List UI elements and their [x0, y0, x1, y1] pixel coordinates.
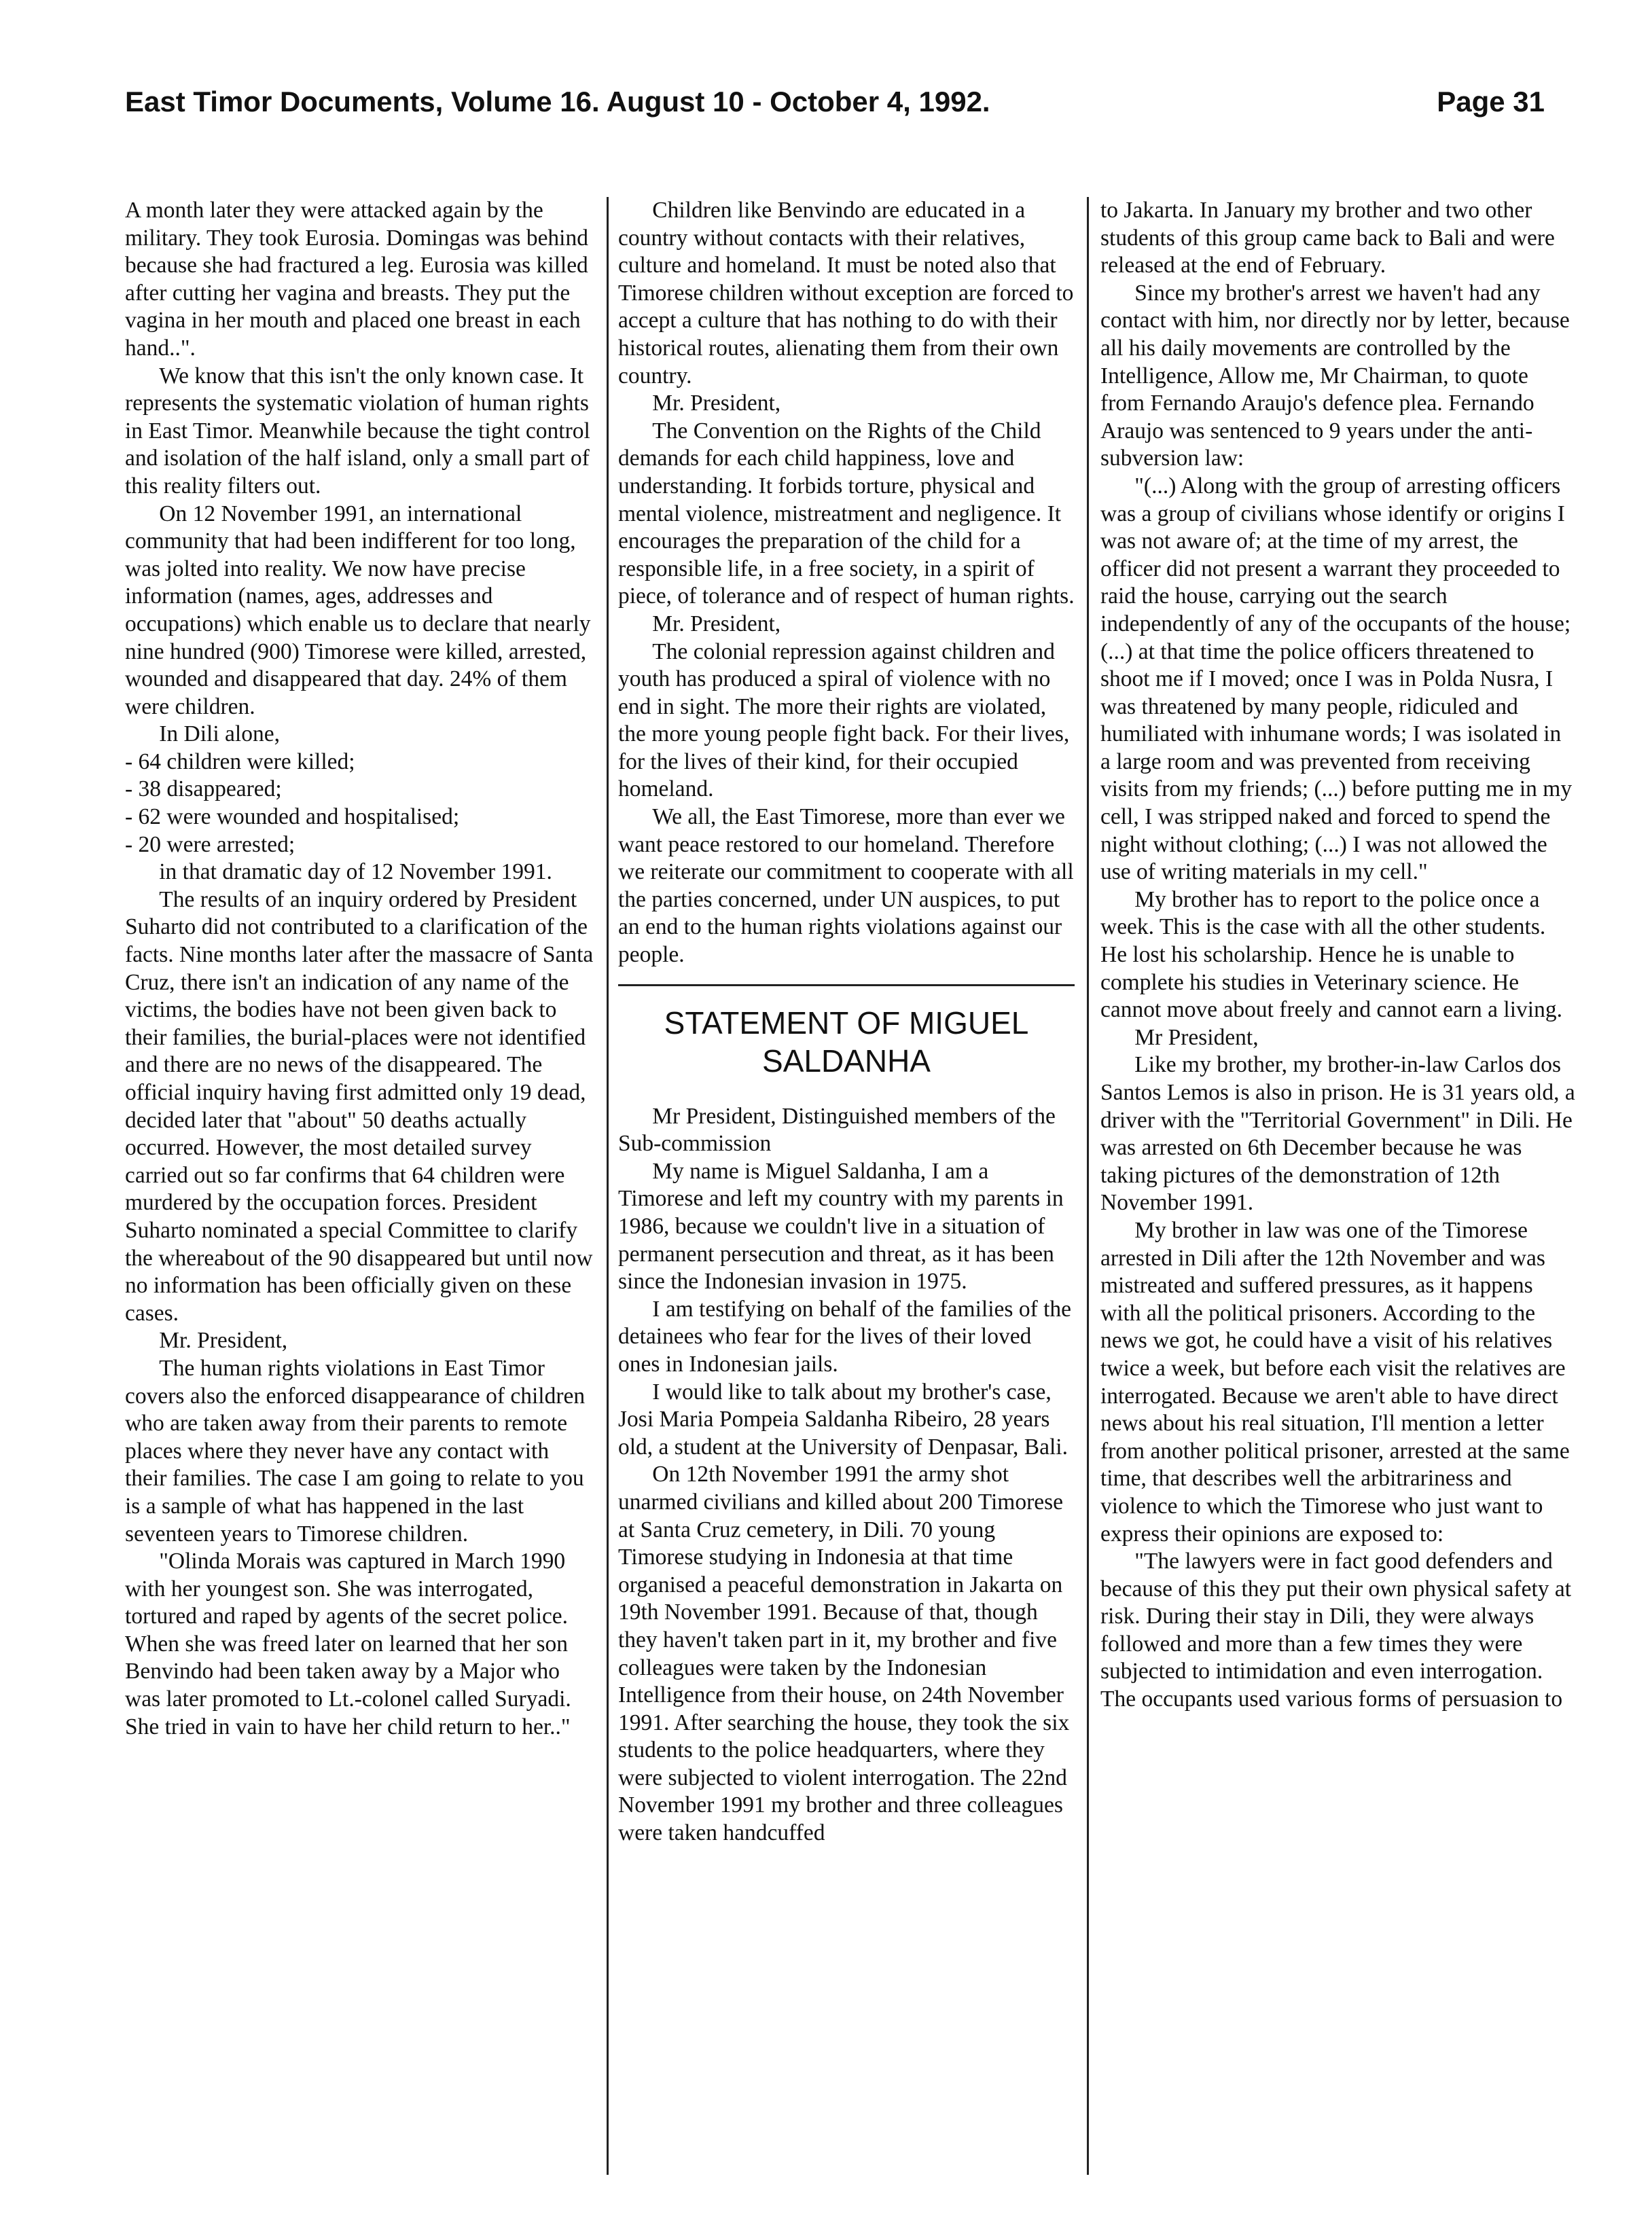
paragraph: "The lawyers were in fact good defenders and because of this they put their own physical safety at risk. During their stay in Dili, they were always followed and more than a few times they were subjected to intimidation and even interrogation. The occupants used various forms of persuasion to: [1100, 1549, 1572, 1712]
paragraph: to Jakarta. In January my brother and two other students of this group came back to Bali and were released at the end of February.: [1100, 198, 1555, 278]
text-column-3: [1100, 197, 1576, 2167]
paragraph: Mr. President,: [652, 391, 781, 416]
document-title: East Timor Documents, Volume 16. August 10 - October 4, 1992.: [125, 86, 990, 118]
paragraph: Children like Benvindo are educated in a country without contacts with their relatives, culture and homeland. It must be noted also that Timorese children without exception are forced to accept a culture that has nothing to do with their historical routes, alienating them from their own country.: [618, 198, 1074, 389]
paragraph: Mr President,: [1134, 1024, 1259, 1050]
paragraph: Since my brother's arrest we haven't had any contact with him, nor directly nor by letter, because all his daily movements are controlled by the Intelligence, Allow me, Mr Chairman, to quote from Fernando Araujo's defence plea. Fernando Araujo was sentenced to 9 years under the anti-subversion law:: [1100, 280, 1570, 471]
section-headline: STATEMENT OF MIGUEL SALDANHA: [664, 1005, 1029, 1079]
paragraph: Mr. President,: [159, 1328, 288, 1354]
text-column-1: [125, 197, 594, 2167]
paragraph: "(...) Along with the group of arresting officers was a group of civilians whose identify or origins I was not aware of; at the time of my arrest, the officer did not present a warrant they proceeded to raid the house, carrying out the search independently of any of the occupants of the house; (...) at that time the police officers threatened to shoot me if I moved; once I was in Polda Nusra, I was threatened by many people, ridiculed and humiliated with inhumane words; I was isolated in a large room and was prevented from receiving visits from my friends; (...) before putting me in my cell, I was stripped naked and forced to spend the night without clothing; (...) I was not allowed the use of writing materials in my cell.": [1100, 473, 1573, 885]
paragraph: Mr President, Distinguished members of the Sub-commission: [618, 1103, 1056, 1157]
paragraph: The Convention on the Rights of the Child demands for each child happiness, love and understanding. It forbids torture, physical and mental violence, mistreatment and negligence. It encourages the preparation of the child for a responsible life, in a free society, in a spirit of piece, of tolerance and of respect of human rights.: [618, 418, 1075, 609]
paragraph: I am testifying on behalf of the families of the detainees who fear for the lives of their loved ones in Indonesian jails.: [618, 1296, 1072, 1377]
paragraph: The colonial repression against children and youth has produced a spiral of violence with no end in sight. The more their rights are violated, the more young people fight back. For their lives, for the lives of their kind, for their occupied homeland.: [618, 638, 1070, 802]
paragraph: On 12 November 1991, an international community that had been indifferent for too long, was jolted into reality. We now have precise information (names, ages, addresses and occupations) which enable us to declare that nearly nine hundred (900) Timorese were killed, arrested, wounded and disappeared that day. 24% of them were children.: [125, 501, 591, 719]
page-number: Page 31: [1437, 86, 1545, 118]
paragraph: On 12th November 1991 the army shot unarmed civilians and killed about 200 Timorese at Santa Cruz cemetery, in Dili. 70 young Timorese studying in Indonesia at that time organised a peaceful demonstration in Jakarta on 19th November 1991. Because of that, though they haven't taken part in it, my brother and five colleagues were taken by the Indonesian Intelligence from their house, on 24th November 1991. After searching the house, they took the six students to the police headquarters, where they were subjected to violent interrogation. The 22nd November 1991 my brother and three colleagues were taken handcuffed: [618, 1462, 1070, 1846]
paragraph: We know that this isn't the only known case. It represents the systematic violation of human rights in East Timor. Meanwhile because the tight control and isolation of the half island, only a small part of this reality filters out.: [125, 363, 590, 499]
paragraph: Mr. President,: [652, 611, 781, 636]
paragraph: "Olinda Morais was captured in March 1990 with her youngest son. She was interrogated, tortured and raped by agents of the secret police. When she was freed later on learned that her son Benvindo had been taken away by a Major who was later promoted to Lt.-colonel called Suryadi. She tried in vain to have her child return to her..": [125, 1549, 571, 1739]
paragraph: My name is Miguel Saldanha, I am a Timorese and left my country with my parents in 1986, because we couldn't live in a situation of permanent persecution and threat, as it has been since the Indonesian invasion in 1975.: [618, 1158, 1064, 1295]
paragraph: My brother in law was one of the Timorese arrested in Dili after the 12th November and was mistreated and suffered pressures, as it happens with all the political prisoners. According to the news we got, he could have a visit of his relatives twice a week, but before each visit the relatives are interrogated. Because we aren't able to have direct news about his real situation, I'll mention a letter from another political prisoner, arrested at the same time, that describes well the arbitrariness and violence to which the Timorese who just want to express their opinions are exposed to:: [1100, 1217, 1570, 1547]
paragraph: We all, the East Timorese, more than ever we want peace restored to our homeland. Therefore we reiterate our commitment to cooperate with all the parties concerned, under UN auspices, to put an end to the human rights violations against our people.: [618, 804, 1074, 968]
paragraph: My brother has to report to the police once a week. This is the case with all the other students. He lost his scholarship. Hence he is unable to complete his studies in Veterinary science. He cannot move about freely and cannot earn a living.: [1100, 886, 1562, 1023]
list-item: - 38 disappeared;: [125, 776, 282, 802]
paragraph: Like my brother, my brother-in-law Carlos dos Santos Lemos is also in prison. He is 31 years old, a driver with the "Territorial Government" in Dili. He was arrested on 6th December because he was taking pictures of the demonstration of 12th November 1991.: [1100, 1052, 1575, 1216]
column-divider: [1087, 197, 1089, 2175]
paragraph: A month later they were attacked again by the military. They took Eurosia. Domingas was behind because she had fractured a leg. Eurosia was killed after cutting her vagina and breasts. They put the vagina in her mouth and placed one breast in each hand..".: [125, 198, 588, 361]
list-item: - 62 were wounded and hospitalised;: [125, 804, 460, 830]
list-item: - 20 were arrested;: [125, 831, 295, 857]
paragraph: in that dramatic day of 12 November 1991.: [159, 859, 552, 885]
section-rule: [618, 984, 1075, 986]
column-divider: [607, 197, 609, 2175]
paragraph: In Dili alone,: [159, 721, 280, 747]
text-column-2: [618, 197, 1075, 2167]
paragraph: The human rights violations in East Timor covers also the enforced disappearance of children who are taken away from their parents to remote places where they never have any contact with their families. The case I am going to relate to you is a sample of what has happened in the last seventeen years to Timorese children.: [125, 1355, 586, 1547]
page-header: [125, 86, 1545, 140]
list-item: - 64 children were killed;: [125, 748, 355, 774]
paragraph: The results of an inquiry ordered by President Suharto did not contributed to a clarification of the facts. Nine months later after the massacre of Santa Cruz, there isn't an indication of any name of the victims, the bodies have not been given back to their families, the burial-places were not identified and there are no news of the disappeared. The official inquiry having first admitted only 19 dead, decided later that "about" 50 deaths actually occurred. However, the most detailed survey carried out so far confirms that 64 children were murdered by the occupation forces. President Suharto nominated a special Committee to clarify the whereabout of the 90 disappeared but until now no information has been officially given on these cases.: [125, 886, 594, 1326]
paragraph: I would like to talk about my brother's case, Josi Maria Pompeia Saldanha Ribeiro, 28 years old, a student at the University of Denpasar, Bali.: [618, 1379, 1068, 1460]
